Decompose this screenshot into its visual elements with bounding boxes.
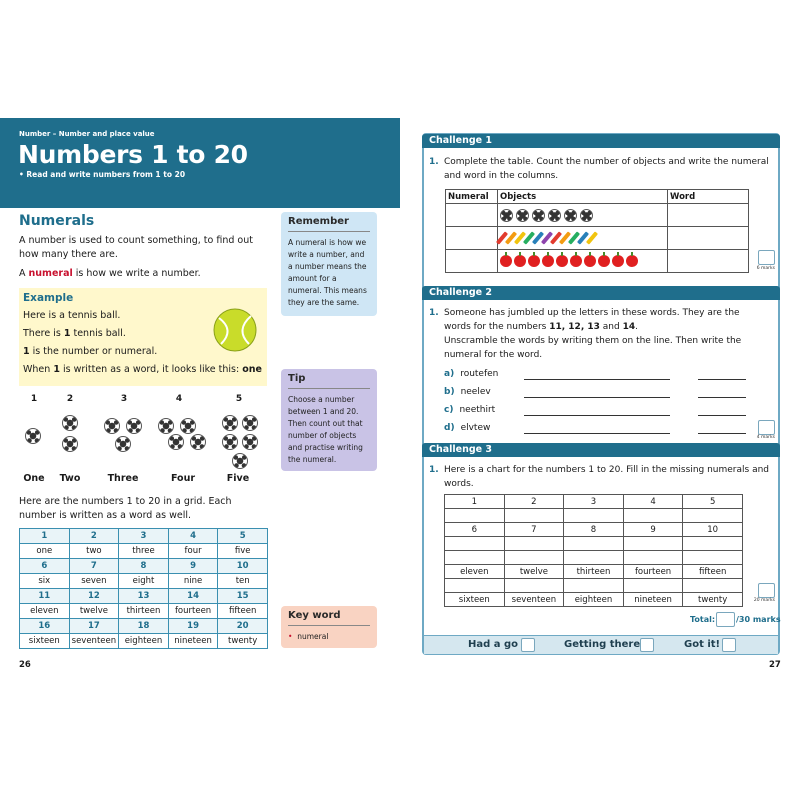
- count-number-1: 1: [30, 394, 38, 404]
- ch1-marks-box[interactable]: [758, 250, 775, 265]
- header-word: Word: [668, 190, 749, 204]
- football-icon: [564, 209, 577, 222]
- chart-cell[interactable]: [445, 551, 505, 565]
- grid-word-cell: three: [119, 544, 169, 559]
- numbers-chart: [444, 494, 743, 607]
- page-number-right: 27: [769, 660, 781, 670]
- chart-cell[interactable]: [504, 579, 564, 593]
- grid-numeral-cell: 7: [69, 559, 119, 574]
- apple-icon: [528, 255, 540, 267]
- chart-cell: sixteen: [445, 593, 505, 607]
- challenge-3-bar: Challenge 3: [422, 443, 780, 457]
- grid-word-cell: nine: [168, 574, 218, 589]
- objects-table: [445, 189, 749, 273]
- chart-cell: thirteen: [564, 565, 624, 579]
- bullet-icon: •: [288, 632, 293, 641]
- ch2-q-line-2-last: 14: [622, 322, 636, 332]
- progress-getting-there-label: Getting there: [564, 639, 641, 650]
- progress-had-a-go-checkbox[interactable]: [521, 638, 535, 652]
- chart-cell[interactable]: [504, 509, 564, 523]
- ch2-question-number: 1.: [429, 308, 439, 318]
- chart-cell: fourteen: [623, 565, 683, 579]
- grid-word-cell: thirteen: [119, 604, 169, 619]
- grid-word-cell: fifteen: [218, 604, 268, 619]
- grid-word-cell: nineteen: [168, 634, 218, 649]
- grid-numeral-cell: 15: [218, 589, 268, 604]
- objects-cell-apples: [498, 250, 668, 273]
- scramble-item-letter: c): [444, 405, 454, 415]
- grid-numeral-cell: 17: [69, 619, 119, 634]
- grid-word-cell: seventeen: [69, 634, 119, 649]
- count-word-1: One: [23, 473, 45, 484]
- ch2-q-line-2-and: and: [599, 322, 623, 332]
- grid-word-cell: sixteen: [20, 634, 70, 649]
- chart-cell: fifteen: [683, 565, 743, 579]
- chart-cell: nineteen: [623, 593, 683, 607]
- grid-numeral-cell: 3: [119, 529, 169, 544]
- football-icon: [168, 434, 184, 450]
- ch2-q-line-2-nums: 11, 12, 13: [549, 322, 600, 332]
- ch2-q-line-2-end: .: [635, 322, 638, 332]
- strand-label: Number – Number and place value: [19, 130, 155, 138]
- word-cell-3[interactable]: [668, 250, 749, 273]
- grid-numeral-cell: 10: [218, 559, 268, 574]
- chart-cell[interactable]: [623, 537, 683, 551]
- apple-icon: [570, 255, 582, 267]
- scramble-item-letter: b): [444, 387, 455, 397]
- chart-cell: eighteen: [564, 593, 624, 607]
- definition-pre: A: [19, 268, 29, 279]
- grid-word-cell: six: [20, 574, 70, 589]
- total-marks-box[interactable]: [716, 612, 735, 627]
- numeral-answer-line[interactable]: [698, 433, 746, 434]
- example-line-2: [23, 328, 126, 339]
- football-icon: [500, 209, 513, 222]
- ch3-question: Here is a chart for the numbers 1 to 20. Fill in the missing numerals and words.: [444, 465, 770, 489]
- scramble-item-word: routefen: [460, 369, 499, 379]
- scramble-item: [444, 369, 498, 379]
- challenge-2-bar: Challenge 2: [422, 286, 780, 300]
- grid-numeral-cell: 6: [20, 559, 70, 574]
- header-numeral: Numeral: [446, 190, 498, 204]
- ch3-question-number: 1.: [429, 465, 439, 475]
- count-word-5: Five: [226, 473, 250, 484]
- ch2-q-line-4: numeral for the word.: [444, 350, 543, 360]
- example-line-2-num: 1: [63, 328, 71, 339]
- grid-numeral-cell: 13: [119, 589, 169, 604]
- numeral-answer-line[interactable]: [698, 379, 746, 380]
- example-line-2-post: tennis ball.: [70, 328, 126, 339]
- football-icon: [222, 415, 238, 431]
- chart-cell: 4: [623, 495, 683, 509]
- grid-word-cell: twenty: [218, 634, 268, 649]
- ch3-marks-box[interactable]: [758, 583, 775, 598]
- chart-cell[interactable]: [623, 551, 683, 565]
- chart-cell: 10: [683, 523, 743, 537]
- chart-cell: 6: [445, 523, 505, 537]
- apple-icon: [612, 255, 624, 267]
- chart-cell[interactable]: [504, 551, 564, 565]
- numbers-grid: [19, 528, 268, 649]
- chart-cell[interactable]: [564, 551, 624, 565]
- grid-word-cell: one: [20, 544, 70, 559]
- chart-cell: 8: [564, 523, 624, 537]
- ch2-q-line-2-pre: words for the numbers: [444, 322, 550, 332]
- chart-cell: 2: [504, 495, 564, 509]
- ch2-q-line-3: Unscramble the words by writing them on the line. Then write the: [444, 336, 742, 346]
- football-icon: [532, 209, 545, 222]
- chart-cell: twelve: [504, 565, 564, 579]
- chart-cell: 3: [564, 495, 624, 509]
- apple-icon: [500, 255, 512, 267]
- football-icon: [580, 209, 593, 222]
- grid-numeral-cell: 5: [218, 529, 268, 544]
- grid-numeral-cell: 14: [168, 589, 218, 604]
- page-number-left: 26: [19, 660, 31, 670]
- grid-word-cell: five: [218, 544, 268, 559]
- chart-cell[interactable]: [623, 579, 683, 593]
- chart-cell[interactable]: [504, 537, 564, 551]
- apple-icon: [584, 255, 596, 267]
- objects-cell-pencils: [498, 227, 668, 250]
- example-heading: Example: [23, 292, 74, 304]
- remember-box: [281, 212, 377, 316]
- grid-word-cell: twelve: [69, 604, 119, 619]
- progress-getting-there-checkbox[interactable]: [640, 638, 654, 652]
- example-line-4-num: 1: [53, 364, 60, 375]
- chart-cell: twenty: [683, 593, 743, 607]
- chart-cell[interactable]: [564, 579, 624, 593]
- keyword-item: [288, 631, 370, 643]
- grid-word-cell: eight: [119, 574, 169, 589]
- example-box: [19, 288, 267, 386]
- football-icon: [115, 436, 131, 452]
- progress-got-it-label: Got it!: [684, 639, 721, 650]
- football-icon: [180, 418, 196, 434]
- chart-cell[interactable]: [564, 509, 624, 523]
- scramble-item: [444, 405, 495, 415]
- grid-numeral-cell: 9: [168, 559, 218, 574]
- chart-cell[interactable]: [445, 579, 505, 593]
- chart-cell[interactable]: [445, 509, 505, 523]
- grid-numeral-cell: 8: [119, 559, 169, 574]
- football-icon: [104, 418, 120, 434]
- ch2-q-line-1: Someone has jumbled up the letters in these words. They are the: [444, 308, 740, 318]
- football-icon: [62, 436, 78, 452]
- grid-intro: Here are the numbers 1 to 20 in a grid. Each number is written as a word as well.: [19, 496, 232, 521]
- scramble-item-word: elvtew: [460, 423, 491, 433]
- word-cell-2[interactable]: [668, 227, 749, 250]
- grid-numeral-cell: 11: [20, 589, 70, 604]
- intro-paragraph: A number is used to count something, to find out how many there are.: [19, 235, 253, 260]
- count-word-4: Four: [170, 473, 196, 484]
- scramble-item: [444, 423, 490, 433]
- grid-numeral-cell: 2: [69, 529, 119, 544]
- example-line-4: [23, 364, 262, 375]
- grid-word-cell: fourteen: [168, 604, 218, 619]
- grid-word-cell: four: [168, 544, 218, 559]
- total-suffix: /30 marks: [736, 615, 781, 624]
- keyword-box: [281, 606, 377, 648]
- count-number-2: 2: [66, 394, 74, 404]
- example-line-3: [23, 346, 157, 357]
- ch2-marks-label: 4 marks: [756, 435, 775, 440]
- word-answer-line[interactable]: [524, 415, 670, 416]
- chart-cell[interactable]: [445, 537, 505, 551]
- chart-cell[interactable]: [683, 509, 743, 523]
- remember-text: A numeral is how we write a number, and a number means the amount for a numeral. This means they are the same.: [288, 238, 367, 307]
- football-icon: [242, 434, 258, 450]
- example-line-4-pre: When: [23, 364, 54, 375]
- chart-cell: seventeen: [504, 593, 564, 607]
- chart-cell[interactable]: [683, 551, 743, 565]
- scramble-item-letter: d): [444, 423, 455, 433]
- tip-box: [281, 369, 377, 471]
- word-answer-line[interactable]: [524, 379, 670, 380]
- grid-numeral-cell: 4: [168, 529, 218, 544]
- count-word-3: Three: [107, 473, 139, 484]
- remember-heading: Remember: [288, 216, 370, 232]
- numeral-answer-line[interactable]: [698, 415, 746, 416]
- count-number-3: 3: [120, 394, 128, 404]
- example-line-1: Here is a tennis ball.: [23, 310, 121, 321]
- grid-numeral-cell: 19: [168, 619, 218, 634]
- football-icon: [242, 415, 258, 431]
- grid-numeral-cell: 12: [69, 589, 119, 604]
- ch1-marks-label: 6 marks: [756, 266, 775, 271]
- grid-numeral-cell: 20: [218, 619, 268, 634]
- apple-icon: [598, 255, 610, 267]
- definition-post: is how we write a number.: [72, 268, 201, 279]
- grid-numeral-cell: 18: [119, 619, 169, 634]
- word-answer-line[interactable]: [524, 397, 670, 398]
- ch1-question-number: 1.: [429, 157, 439, 167]
- football-icon: [548, 209, 561, 222]
- count-number-4: 4: [175, 394, 183, 404]
- count-number-5: 5: [235, 394, 243, 404]
- count-word-2: Two: [59, 473, 81, 484]
- numeral-cell-1[interactable]: [446, 204, 498, 227]
- scramble-item: [444, 387, 491, 397]
- chart-cell[interactable]: [564, 537, 624, 551]
- challenge-1-bar: Challenge 1: [422, 134, 780, 148]
- apple-icon: [514, 255, 526, 267]
- grid-word-cell: ten: [218, 574, 268, 589]
- chart-cell[interactable]: [623, 509, 683, 523]
- chart-cell[interactable]: [683, 537, 743, 551]
- numeral-cell-2[interactable]: [446, 227, 498, 250]
- apple-icon: [626, 255, 638, 267]
- keyword-heading: Key word: [288, 610, 370, 626]
- numeral-definition: [19, 267, 264, 281]
- football-icon: [222, 434, 238, 450]
- scramble-item-letter: a): [444, 369, 455, 379]
- grid-numeral-cell: 1: [20, 529, 70, 544]
- left-page-header: [0, 118, 400, 208]
- apple-icon: [556, 255, 568, 267]
- chart-cell[interactable]: [683, 579, 743, 593]
- progress-bar: [424, 635, 778, 654]
- grid-word-cell: seven: [69, 574, 119, 589]
- learning-objective: • Read and write numbers from 1 to 20: [19, 170, 186, 179]
- football-icon: [25, 428, 41, 444]
- tip-heading: Tip: [288, 373, 370, 389]
- tip-text: Choose a number between 1 and 20. Then count out that number of objects and practise writing the numeral.: [288, 395, 363, 464]
- word-cell-1[interactable]: [668, 204, 749, 227]
- football-icon: [190, 434, 206, 450]
- chart-cell: eleven: [445, 565, 505, 579]
- section-title-numerals: Numerals: [19, 213, 95, 229]
- chart-cell: 1: [445, 495, 505, 509]
- example-line-4-mid: is written as a word, it looks like this:: [59, 364, 243, 375]
- grid-word-cell: eleven: [20, 604, 70, 619]
- football-icon: [232, 453, 248, 469]
- chart-cell: 7: [504, 523, 564, 537]
- progress-had-a-go-label: Had a go: [468, 639, 519, 650]
- ch2-marks-box[interactable]: [758, 420, 775, 435]
- tennis-ball-icon: [213, 308, 257, 352]
- football-icon: [158, 418, 174, 434]
- numeral-cell-3[interactable]: [446, 250, 498, 273]
- scramble-item-word: neethirt: [459, 405, 496, 415]
- scramble-item-word: neelev: [460, 387, 491, 397]
- keyword-item-text: numeral: [297, 632, 329, 641]
- example-line-3-num: 1: [23, 346, 30, 357]
- numeral-answer-line[interactable]: [698, 397, 746, 398]
- example-line-2-pre: There is: [23, 328, 64, 339]
- ch2-q-line-2: [444, 320, 638, 334]
- page-title: Numbers 1 to 20: [18, 140, 248, 169]
- objects-cell-footballs: [498, 204, 668, 227]
- example-line-4-word: one: [242, 364, 262, 375]
- word-answer-line[interactable]: [524, 433, 670, 434]
- ch1-question: Complete the table. Count the number of objects and write the numeral and word in the columns.: [444, 157, 769, 181]
- total-label: Total:: [690, 615, 716, 624]
- grid-word-cell: two: [69, 544, 119, 559]
- chart-cell: 9: [623, 523, 683, 537]
- ch3-marks-label: 20 marks: [753, 598, 775, 603]
- keyword-numeral: numeral: [28, 268, 73, 279]
- example-line-3-post: is the number or numeral.: [29, 346, 158, 357]
- chart-cell: 5: [683, 495, 743, 509]
- header-objects: Objects: [498, 190, 668, 204]
- football-icon: [516, 209, 529, 222]
- football-icon: [62, 415, 78, 431]
- grid-word-cell: eighteen: [119, 634, 169, 649]
- progress-got-it-checkbox[interactable]: [722, 638, 736, 652]
- apple-icon: [542, 255, 554, 267]
- grid-numeral-cell: 16: [20, 619, 70, 634]
- football-icon: [126, 418, 142, 434]
